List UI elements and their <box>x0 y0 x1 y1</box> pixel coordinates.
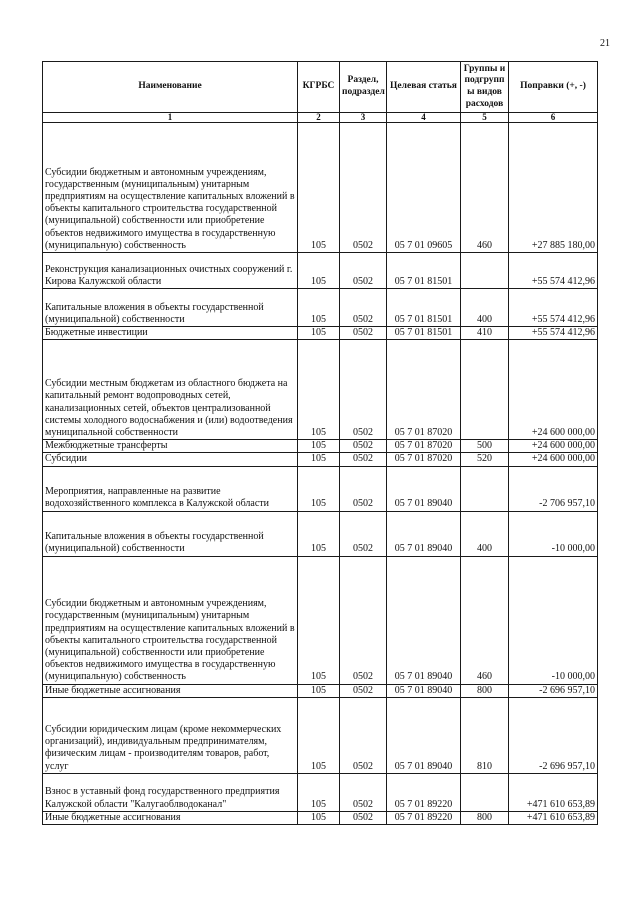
row-amount: +24 600 000,00 <box>509 440 598 453</box>
row-group <box>461 466 509 511</box>
row-target: 05 7 01 89040 <box>387 556 461 684</box>
row-section: 0502 <box>340 811 387 824</box>
col-number: 2 <box>298 113 340 123</box>
row-name: Реконструкция канализационных очистных сооружений г. Кирова Калужской области <box>43 253 298 289</box>
col-header-name: Наименование <box>43 62 298 113</box>
budget-table <box>42 61 598 825</box>
row-amount: -2 706 957,10 <box>509 466 598 511</box>
row-section: 0502 <box>340 511 387 556</box>
row-section: 0502 <box>340 123 387 253</box>
col-number: 1 <box>43 113 298 123</box>
row-amount: +55 574 412,96 <box>509 289 598 327</box>
table-row <box>43 697 598 773</box>
row-name: Капитальные вложения в объекты государственной (муниципальной) собственности <box>43 289 298 327</box>
row-section: 0502 <box>340 684 387 697</box>
row-amount: -2 696 957,10 <box>509 684 598 697</box>
table-row <box>43 511 598 556</box>
row-name: Бюджетные инвестиции <box>43 327 298 340</box>
table-row <box>43 253 598 289</box>
row-name: Иные бюджетные ассигнования <box>43 684 298 697</box>
row-kgrbs: 105 <box>298 327 340 340</box>
row-amount: +27 885 180,00 <box>509 123 598 253</box>
table-row <box>43 773 598 811</box>
row-group: 460 <box>461 123 509 253</box>
table-row <box>43 440 598 453</box>
row-section: 0502 <box>340 327 387 340</box>
row-target: 05 7 01 81501 <box>387 327 461 340</box>
header-row <box>43 62 598 113</box>
row-kgrbs: 105 <box>298 511 340 556</box>
row-kgrbs: 105 <box>298 340 340 440</box>
row-section: 0502 <box>340 453 387 466</box>
row-kgrbs: 105 <box>298 289 340 327</box>
table-row <box>43 123 598 253</box>
row-target: 05 7 01 81501 <box>387 289 461 327</box>
row-name: Субсидии <box>43 453 298 466</box>
row-amount: -10 000,00 <box>509 511 598 556</box>
table-row <box>43 340 598 440</box>
row-target: 05 7 01 89220 <box>387 811 461 824</box>
row-amount: -2 696 957,10 <box>509 697 598 773</box>
row-kgrbs: 105 <box>298 466 340 511</box>
row-target: 05 7 01 87020 <box>387 440 461 453</box>
table-row <box>43 453 598 466</box>
table-row <box>43 811 598 824</box>
row-amount: +55 574 412,96 <box>509 327 598 340</box>
row-name: Иные бюджетные ассигнования <box>43 811 298 824</box>
table-row <box>43 289 598 327</box>
row-target: 05 7 01 09605 <box>387 123 461 253</box>
row-section: 0502 <box>340 340 387 440</box>
row-kgrbs: 105 <box>298 773 340 811</box>
row-kgrbs: 105 <box>298 697 340 773</box>
page-number: 21 <box>600 38 610 49</box>
row-amount: +471 610 653,89 <box>509 811 598 824</box>
row-target: 05 7 01 89040 <box>387 466 461 511</box>
row-target: 05 7 01 87020 <box>387 453 461 466</box>
row-section: 0502 <box>340 556 387 684</box>
col-number: 6 <box>509 113 598 123</box>
row-target: 05 7 01 87020 <box>387 340 461 440</box>
row-name: Мероприятия, направленные на развитие водохозяйственного комплекса в Калужской области <box>43 466 298 511</box>
row-kgrbs: 105 <box>298 556 340 684</box>
row-name: Субсидии бюджетным и автономным учреждениям, государственным (муниципальным) унитарным предприятиям на осуществление капитальных вложений в объекты капитального строительства государственной (муниципальной) собственности или приобретение объектов недвижимого имущества в государственную (муниципальную) собственность <box>43 556 298 684</box>
row-group: 800 <box>461 684 509 697</box>
row-amount: +24 600 000,00 <box>509 453 598 466</box>
row-kgrbs: 105 <box>298 684 340 697</box>
row-section: 0502 <box>340 773 387 811</box>
row-target: 05 7 01 89040 <box>387 697 461 773</box>
row-target: 05 7 01 89220 <box>387 773 461 811</box>
row-section: 0502 <box>340 253 387 289</box>
row-name: Капитальные вложения в объекты государственной (муниципальной) собственности <box>43 511 298 556</box>
col-header-amount: Поправки (+, -) <box>509 62 598 113</box>
row-kgrbs: 105 <box>298 811 340 824</box>
row-amount: -10 000,00 <box>509 556 598 684</box>
row-group: 800 <box>461 811 509 824</box>
row-name: Субсидии бюджетным и автономным учреждениям, государственным (муниципальным) унитарным предприятиям на осуществление капитальных вложений в объекты капитального строительства государственной (муниципальной) собственности или приобретение объектов недвижимого имущества в государственную (муниципальную) собственность <box>43 123 298 253</box>
row-section: 0502 <box>340 440 387 453</box>
row-amount: +471 610 653,89 <box>509 773 598 811</box>
row-name: Субсидии местным бюджетам из областного бюджета на капитальный ремонт водопроводных сетей, канализационных сетей, объектов централизованной системы холодного водоснабжения и (или) водоотведения муниципальной собственности <box>43 340 298 440</box>
col-number: 3 <box>340 113 387 123</box>
column-number-row <box>43 113 598 123</box>
row-kgrbs: 105 <box>298 440 340 453</box>
table-row <box>43 556 598 684</box>
row-kgrbs: 105 <box>298 253 340 289</box>
row-kgrbs: 105 <box>298 123 340 253</box>
row-section: 0502 <box>340 466 387 511</box>
col-header-group: Группы и подгрупп ы видов расходов <box>461 62 509 113</box>
row-name: Субсидии юридическим лицам (кроме некоммерческих организаций), индивидуальным предпринимателям, физическим лицам - производителям товаров, работ, услуг <box>43 697 298 773</box>
col-header-kgrbs: КГРБС <box>298 62 340 113</box>
row-kgrbs: 105 <box>298 453 340 466</box>
row-group: 400 <box>461 511 509 556</box>
row-section: 0502 <box>340 289 387 327</box>
table-row <box>43 327 598 340</box>
col-header-section: Раздел, подраздел <box>340 62 387 113</box>
row-name: Взнос в уставный фонд государственного предприятия Калужской области "Калугаоблводоканал" <box>43 773 298 811</box>
row-target: 05 7 01 89040 <box>387 684 461 697</box>
row-group: 400 <box>461 289 509 327</box>
row-group <box>461 253 509 289</box>
row-group: 520 <box>461 453 509 466</box>
row-amount: +24 600 000,00 <box>509 340 598 440</box>
row-group <box>461 340 509 440</box>
row-name: Межбюджетные трансферты <box>43 440 298 453</box>
row-group: 500 <box>461 440 509 453</box>
col-header-target: Целевая статья <box>387 62 461 113</box>
table-row <box>43 684 598 697</box>
row-group: 460 <box>461 556 509 684</box>
row-amount: +55 574 412,96 <box>509 253 598 289</box>
col-number: 5 <box>461 113 509 123</box>
row-target: 05 7 01 81501 <box>387 253 461 289</box>
row-group <box>461 773 509 811</box>
row-target: 05 7 01 89040 <box>387 511 461 556</box>
table-row <box>43 466 598 511</box>
row-section: 0502 <box>340 697 387 773</box>
row-group: 410 <box>461 327 509 340</box>
row-group: 810 <box>461 697 509 773</box>
col-number: 4 <box>387 113 461 123</box>
